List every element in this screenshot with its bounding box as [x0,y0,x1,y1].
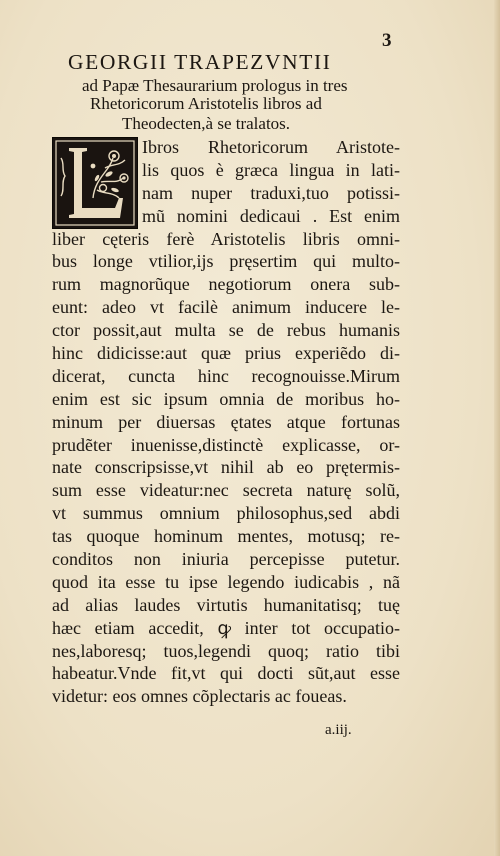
text-line: nam nuper traduxi,tuo potissi- [142,182,400,203]
text-line: ctor possit,aut multa se de rebus humanis [52,320,400,341]
text-line: eunt: adeo vt facilè animum inducere le- [52,297,400,318]
heading-line-1: GEORGII TRAPEZVNTII [68,50,332,74]
body-text [52,136,400,708]
heading-line-3: Rhetoricorum Aristotelis libros ad [90,94,322,113]
text-line: mũ nomini dedicaui . Est enim [142,205,400,226]
text-line: hinc didicisse:aut quæ prius experiẽdo di- [52,343,400,364]
signature-mark: a.iij. [325,722,352,738]
text-line: nes,laboresq; tuos,legendi quoq; ratio tibi [52,640,400,661]
text-line: enim est sic ipsum omnia de moribus ho- [52,388,400,409]
text-line: nate conscripsisse,vt nihil ab eo prętermis- [52,457,400,478]
text-line: lis quos è græca lingua in lati- [142,159,400,180]
heading-line-2: ad Papæ Thesaurarium prologus in tres [82,76,348,95]
text-line: habeatur.Vnde fit,vt qui docti sũt,aut esse [52,663,400,684]
text-line: prudẽter inuenisse,distinctè explicasse, or- [52,434,400,455]
text-line: vt summus omnium philosophus,sed abdi [52,503,400,524]
text-line: liber cęteris ferè Aristotelis libris omni- [52,228,400,249]
text-line: tas quoque hominum mentes, motusq; re- [52,526,400,547]
text-line: dicerat, cuncta hinc recognouisse.Mirum [52,365,400,386]
page-edge [494,0,500,856]
heading-line-4: Theodecten,à se tralatos. [122,114,291,133]
text-line: conditos non iniuria percepisse putetur. [52,549,400,570]
text-line: sum esse videatur:nec secreta naturę solũ, [52,480,400,501]
page-number: 3 [382,30,392,51]
text-line: ad alias laudes virtutis humanitatisq; tuę [52,594,400,615]
text-line: rum magnorũque negotiorum onera sub- [52,274,400,295]
text-line: videtur: eos omnes cõplectaris ac foueas. [52,686,347,707]
text-line: minum per diuersas ętates atque fortunas [52,411,400,432]
text-line: bus longe vtilior,ijs pręsertim qui multo- [52,251,400,272]
text-line: Ibros Rhetoricorum Aristote- [142,137,400,157]
text-line: hæc etiam accedit, ꝙ inter tot occupatio- [52,617,400,638]
text-line: quod ita esse tu ipse legendo iudicabis , nã [52,571,400,592]
